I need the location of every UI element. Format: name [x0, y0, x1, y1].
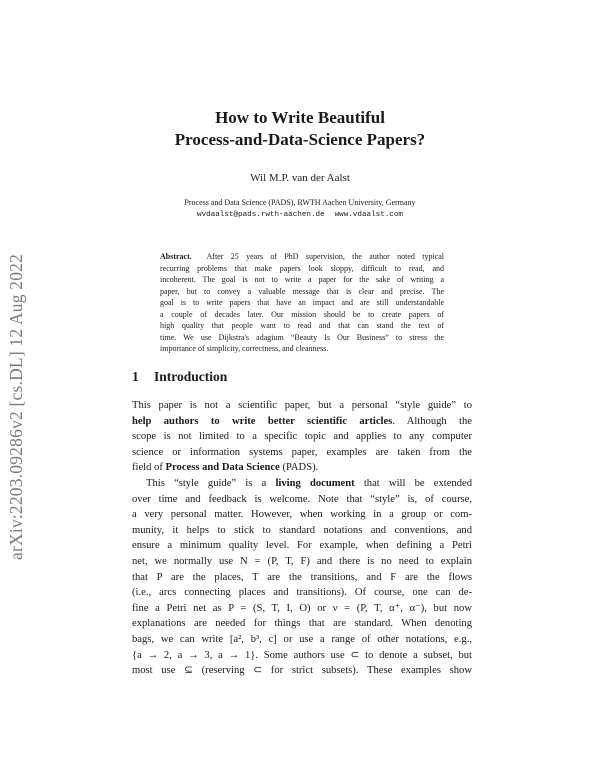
abstract-line: a couple of decades later. Our mission should be to create papers of: [160, 309, 444, 319]
body-text-run: field of: [132, 462, 166, 474]
body-line: a very personal matter. However, when working in a group or com-: [132, 509, 472, 521]
body-line: net, we normally use N = (P, T, F) and there is no need to explain: [132, 555, 472, 567]
affiliation-contact: [0, 208, 600, 221]
body-line: scope is not limited to a specific topic and applies to any computer: [132, 431, 472, 443]
abstract-line: time. We use Dijkstra's adagium “Beauty Is Our Business” to stress the: [160, 332, 444, 342]
author-email[interactable]: wvdaalst@pads.rwth-aachen.de: [197, 211, 325, 219]
body-line: [132, 460, 472, 476]
affiliation-institution: Process and Data Science (PADS), RWTH Aachen University, Germany: [184, 198, 416, 207]
body-line: ensure a minimum quality level. For example, when defining a Petri: [132, 540, 472, 552]
body-line: {a → 2, a → 3, a → 1}. Some authors use ⊂ to denote a subset, but: [132, 649, 472, 661]
bold-phrase: help authors to write better scientific articles: [132, 415, 393, 427]
abstract-line: paper, but to convey a valuable message that is clear and precise. The: [160, 286, 444, 296]
body-text-run: that will be extended: [354, 477, 473, 489]
body-line: bags, we can write [a², b³, c] or use a range of other notations, e.g.,: [132, 633, 472, 645]
body-text-run: . Although the: [392, 415, 472, 427]
section-number: 1: [132, 369, 139, 384]
body-text-run: This “style guide” is a: [146, 477, 276, 489]
body-line: science or information systems paper, examples are taken from the: [132, 446, 472, 458]
bold-phrase: Process and Data Science: [165, 462, 280, 474]
body-text-run: (PADS).: [279, 462, 319, 474]
abstract-line: [160, 251, 444, 263]
author-name: Wil M.P. van der Aalst: [250, 172, 350, 184]
abstract-line: goal is to write papers that have an impact and are still understandable: [160, 298, 444, 307]
abstract-line: incoherent. The goal is not to write a paper for the sake of writing a: [160, 275, 444, 284]
body-line: over time and feedback is welcome. Note that “style” is, of course,: [132, 493, 472, 505]
body-line: explanations are needed for things that are standard. When denoting: [132, 618, 472, 630]
bold-phrase: living document: [275, 477, 355, 489]
title-line-1: How to Write Beautiful: [215, 108, 385, 127]
abstract-line: importance of simplicity, correctness, and cleanness.: [160, 344, 329, 353]
body-line: (i.e., arcs connecting places and transitions). Of course, one can de-: [132, 587, 472, 599]
abstract-text: After 25 years of PhD supervision, the author noted typical: [206, 252, 444, 261]
body-line: [132, 414, 472, 430]
arxiv-identifier-stamp: arXiv:2203.09286v2 [cs.DL] 12 Aug 2022: [6, 253, 26, 560]
body-line: most use ⊆ (reserving ⊂ for strict subsets). These examples show: [132, 665, 472, 677]
section-heading-introduction: [132, 369, 227, 385]
section-title: Introduction: [154, 369, 228, 384]
paper-title: [0, 107, 600, 151]
abstract-line: recurring problems that make papers look sloppy, difficult to read, and: [160, 263, 444, 273]
body-line: fine a Petri net as P = (S, T, I, O) or ν = (P, T, α⁺, α⁻), but now: [132, 602, 472, 614]
abstract-label: Abstract.: [160, 252, 192, 261]
affiliation-block: [0, 197, 600, 221]
author-website[interactable]: www.vdaalst.com: [334, 211, 403, 219]
introduction-body: [132, 398, 472, 679]
abstract: [160, 251, 444, 355]
abstract-line: high quality that people want to read and that can stand the test of: [160, 321, 444, 330]
body-line: that P are the places, T are the transitions, and F are the flows: [132, 571, 472, 583]
body-line: This paper is not a scientific paper, but a personal “style guide” to: [132, 400, 472, 411]
body-line: [132, 476, 472, 492]
body-line: munity, it helps to stick to standard notations and conventions, and: [132, 524, 472, 536]
title-line-2: Process-and-Data-Science Papers?: [174, 130, 426, 149]
